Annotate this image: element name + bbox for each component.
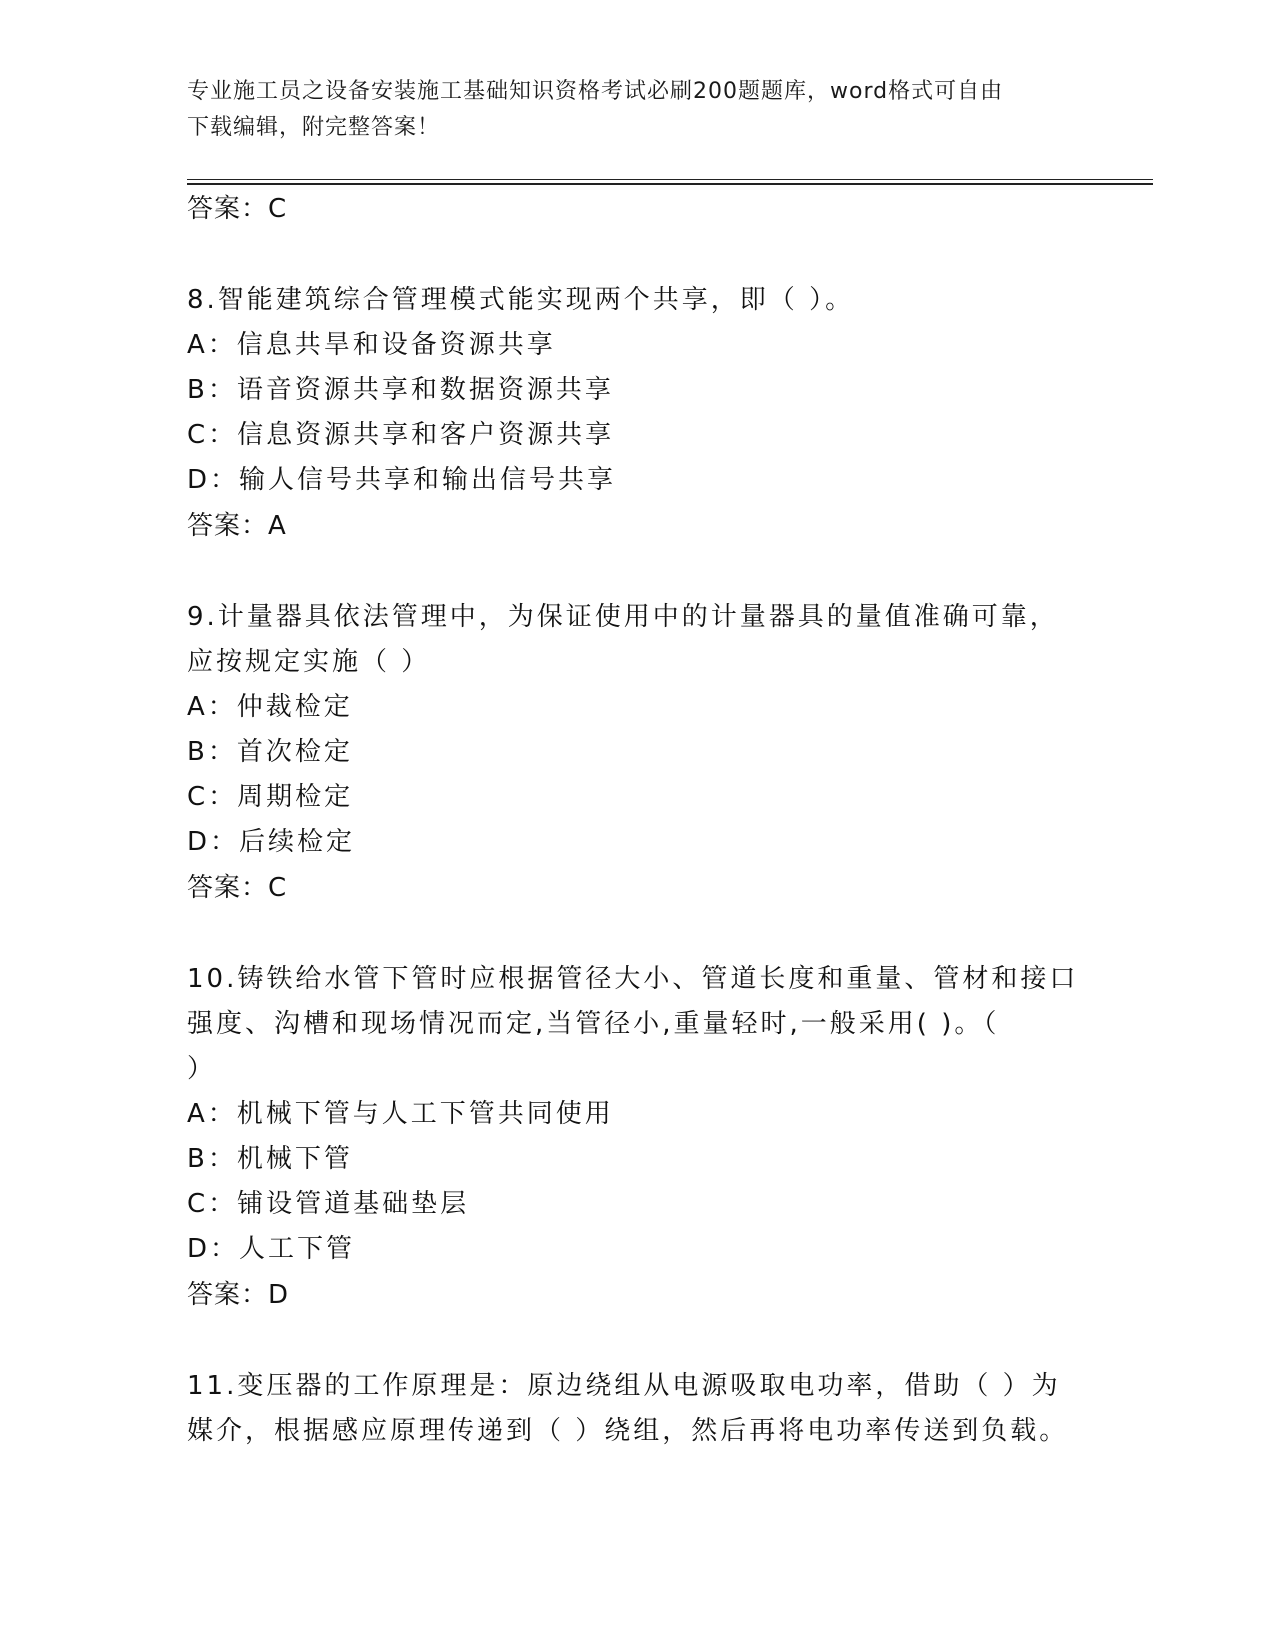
header-line-2: 下载编辑，附完整答案！ <box>187 115 441 140</box>
question-stem-cont: ） <box>187 1054 217 1084</box>
question-stem: 11.变压器的工作原理是：原边绕组从电源吸取电功率，借助（ ）为 <box>187 1371 1061 1401</box>
spacer <box>187 911 1087 957</box>
option-b: B：机械下管 <box>187 1144 353 1174</box>
option-d: D：人工下管 <box>187 1234 356 1264</box>
answer: 答案：C <box>187 873 288 903</box>
question-8 <box>187 278 1087 549</box>
question-stem-cont: 强度、沟槽和现场情况而定,当管径小,重量轻时,一般采用( )。（ <box>187 1009 1000 1039</box>
option-c: C：信息资源共享和客户资源共享 <box>187 420 615 450</box>
question-stem: 9.计量器具依法管理中，为保证使用中的计量器具的量值准确可靠， <box>187 602 1059 632</box>
previous-answer: 答案：C <box>187 194 288 224</box>
option-a: A：信息共旱和设备资源共享 <box>187 330 556 360</box>
question-11 <box>187 1364 1087 1454</box>
option-a: A：仲裁检定 <box>187 692 353 722</box>
header-line-1: 专业施工员之设备安装施工基础知识资格考试必刷200题题库，word格式可自由 <box>187 79 1004 104</box>
spacer <box>187 549 1087 595</box>
question-9 <box>187 595 1087 911</box>
option-d: D：后续检定 <box>187 827 356 857</box>
answer: 答案：D <box>187 1280 290 1310</box>
spacer <box>187 1318 1087 1364</box>
option-c: C：铺设管道基础垫层 <box>187 1189 470 1219</box>
question-stem-cont: 应按规定实施（ ） <box>187 647 431 677</box>
question-10 <box>187 957 1087 1318</box>
question-stem: 8.智能建筑综合管理模式能实现两个共享，即（ ）。 <box>187 285 855 315</box>
question-stem-cont: 媒介，根据感应原理传递到（ ）绕组，然后再将电功率传送到负载。 <box>187 1416 1069 1446</box>
option-b: B：首次检定 <box>187 737 353 767</box>
option-a: A：机械下管与人工下管共同使用 <box>187 1099 614 1129</box>
answer: 答案：A <box>187 511 287 541</box>
document-header <box>187 74 1067 146</box>
option-d: D：输人信号共享和输出信号共享 <box>187 465 617 495</box>
header-divider-thin <box>187 179 1153 180</box>
option-c: C：周期检定 <box>187 782 354 812</box>
header-divider-thick <box>187 183 1153 185</box>
question-stem: 10.铸铁给水管下管时应根据管径大小、管道长度和重量、管材和接口 <box>187 964 1079 994</box>
spacer <box>187 232 1087 278</box>
option-b: B：语音资源共享和数据资源共享 <box>187 375 614 405</box>
question-list <box>187 186 1087 1454</box>
